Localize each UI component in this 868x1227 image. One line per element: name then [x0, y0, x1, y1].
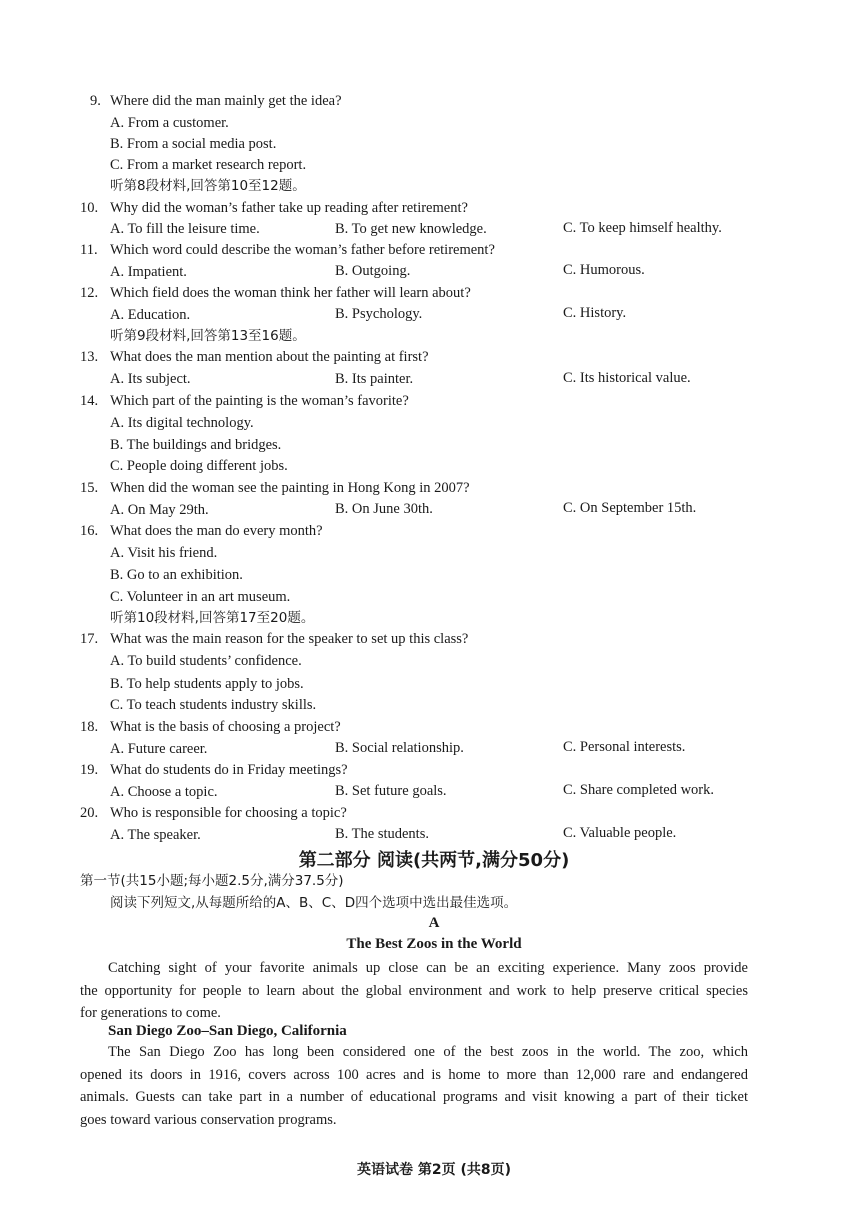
option-c: C. Its historical value.	[563, 370, 691, 386]
question-number: 19.	[80, 762, 99, 778]
option-a: A. Its digital technology.	[110, 415, 254, 431]
question-text: Which field does the woman think her father will learn about?	[110, 285, 471, 301]
question-11	[80, 241, 495, 259]
passage-title: The Best Zoos in the World	[346, 936, 522, 952]
question-text: What is the basis of choosing a project?	[110, 719, 341, 735]
option-c: C. On September 15th.	[563, 500, 697, 516]
question-number: 15.	[80, 480, 99, 496]
option-b: B. Go to an exhibition.	[110, 567, 243, 583]
question-16	[80, 522, 323, 540]
option-b: B. To get new knowledge.	[335, 221, 487, 237]
option-b: B. Outgoing.	[335, 263, 411, 279]
option-a: A. Choose a topic.	[110, 784, 218, 800]
option-a: A. Impatient.	[110, 264, 187, 280]
question-number: 18.	[80, 719, 99, 735]
question-13	[80, 348, 429, 366]
option-c: C. To keep himself healthy.	[563, 220, 722, 236]
question-20	[80, 804, 347, 822]
part-title: 第二部分 阅读(共两节,满分50分)	[298, 850, 570, 871]
question-12	[80, 284, 471, 302]
option-a: A. On May 29th.	[110, 502, 209, 518]
question-number: 16.	[80, 523, 99, 539]
option-c: C. People doing different jobs.	[110, 458, 288, 474]
question-14	[80, 392, 409, 410]
paragraph-line: opened its doors in 1916, covers across 100 acres and is home to more than 12,000 rare and endangered	[80, 1066, 748, 1083]
option-c: C. Humorous.	[563, 262, 645, 278]
page-footer: 英语试卷 第2页 (共8页)	[356, 1162, 512, 1178]
paragraph-line: the opportunity for people to learn about the global environment and work to help preserve critical species	[80, 982, 748, 999]
question-text: What was the main reason for the speaker to set up this class?	[110, 631, 469, 647]
instruction-9: 听第9段材料,回答第13至16题。	[110, 328, 306, 344]
paragraph-1	[80, 957, 748, 1025]
reading-instruction: 阅读下列短文,从每题所给的A、B、C、D四个选项中选出最佳选项。	[110, 895, 518, 911]
option-a: A. Its subject.	[110, 371, 191, 387]
option-c: C. To teach students industry skills.	[110, 697, 317, 713]
option-c: C. History.	[563, 305, 627, 321]
option-b: B. On June 30th.	[335, 501, 433, 517]
option-b: B. Its painter.	[335, 371, 414, 387]
option-b: B. To help students apply to jobs.	[110, 676, 304, 692]
passage-letter: A	[428, 915, 440, 931]
section-heading: 第一节(共15小题;每小题2.5分,满分37.5分)	[80, 873, 344, 889]
question-number: 17.	[80, 631, 99, 647]
question-number: 14.	[80, 393, 99, 409]
option-b: B. The buildings and bridges.	[110, 437, 282, 453]
question-19	[80, 761, 348, 779]
paragraph-line: animals. Guests can take part in a number of educational programs and visit knowing a part of their ticket	[80, 1089, 748, 1105]
paragraph-line: goes toward various conservation programs.	[80, 1111, 337, 1128]
option-c: C. Share completed work.	[563, 782, 715, 798]
question-text: Who is responsible for choosing a topic?	[110, 805, 347, 821]
option-b: B. Social relationship.	[335, 740, 464, 756]
paragraph-line: for generations to come.	[80, 1005, 221, 1021]
option-c: C. Personal interests.	[563, 739, 686, 755]
subheading: San Diego Zoo–San Diego, California	[108, 1023, 347, 1039]
option-c: C. From a market research report.	[110, 157, 307, 173]
question-text: Where did the man mainly get the idea?	[110, 93, 342, 109]
option-b: B. Set future goals.	[335, 783, 447, 799]
question-number: 11.	[80, 242, 98, 258]
option-b: B. The students.	[335, 826, 429, 842]
instruction-10: 听第10段材料,回答第17至20题。	[110, 610, 315, 626]
question-9	[90, 92, 342, 110]
option-a: A. To build students’ confidence.	[110, 653, 302, 669]
paragraph-line: Catching sight of your favorite animals up close can be an exciting experience. Many zoos provide	[108, 960, 748, 976]
question-10	[80, 199, 468, 217]
option-a: A. Visit his friend.	[110, 545, 218, 561]
option-c: C. Valuable people.	[563, 825, 677, 841]
question-text: Which part of the painting is the woman’s favorite?	[110, 393, 409, 409]
question-text: When did the woman see the painting in Hong Kong in 2007?	[110, 480, 470, 496]
question-number: 12.	[80, 285, 99, 301]
question-text: Why did the woman’s father take up reading after retirement?	[110, 200, 468, 216]
question-text: What does the man mention about the painting at first?	[110, 349, 429, 365]
option-b: B. Psychology.	[335, 306, 423, 322]
question-15	[80, 479, 470, 497]
question-number: 9.	[90, 93, 101, 109]
paragraph-2	[80, 1041, 748, 1131]
option-a: A. To fill the leisure time.	[110, 221, 260, 237]
question-number: 10.	[80, 200, 99, 216]
question-18	[80, 718, 341, 736]
option-c: C. Volunteer in an art museum.	[110, 589, 291, 605]
option-a: A. Education.	[110, 307, 191, 323]
question-number: 13.	[80, 349, 99, 365]
option-a: A. The speaker.	[110, 827, 201, 843]
question-text: What do students do in Friday meetings?	[110, 762, 348, 778]
option-a: A. Future career.	[110, 741, 208, 757]
paragraph-line: The San Diego Zoo has long been considered one of the best zoos in the world. The zoo, which	[108, 1044, 748, 1060]
question-text: Which word could describe the woman’s father before retirement?	[110, 242, 495, 258]
instruction-8: 听第8段材料,回答第10至12题。	[110, 178, 306, 194]
option-a: A. From a customer.	[110, 115, 229, 131]
question-number: 20.	[80, 805, 99, 821]
option-b: B. From a social media post.	[110, 136, 277, 152]
question-17	[80, 630, 469, 648]
question-text: What does the man do every month?	[110, 523, 323, 539]
